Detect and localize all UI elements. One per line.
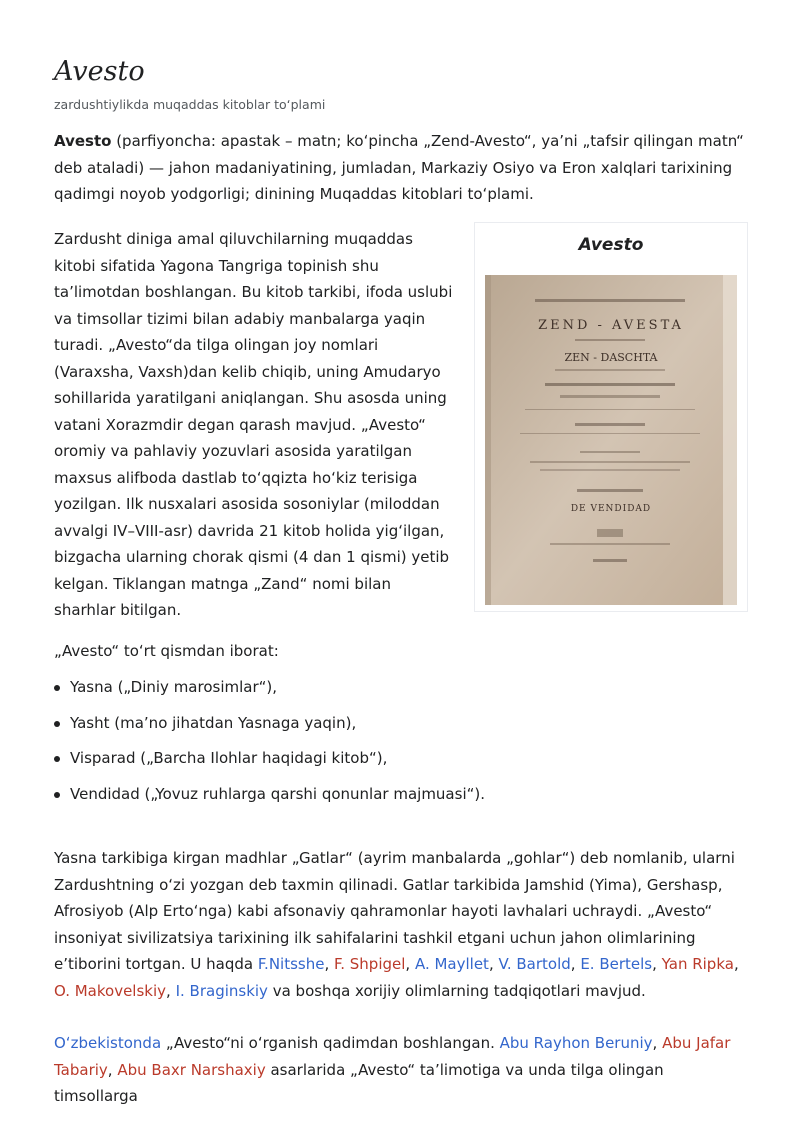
link-ripka[interactable]: Yan Ripka <box>661 955 734 973</box>
separator: , <box>488 955 499 973</box>
book-line-2: ZEN - DASCHTA <box>564 351 658 364</box>
separator: , <box>166 981 176 1000</box>
body-text: „Avesto“ni oʻrganish qadimdan boshlangan. <box>161 1034 500 1052</box>
book-cover-svg <box>485 275 737 605</box>
link-bertels[interactable]: E. Bertels <box>580 955 653 973</box>
list-item: Vendidad („Yovuz ruhlarga qarshi qonunlar majmuasi“). <box>54 781 485 817</box>
parts-intro: „Avesto“ toʻrt qismdan iborat: <box>54 642 279 660</box>
link-beruniy[interactable]: Abu Rayhon Beruniy <box>499 1034 653 1052</box>
link-bartold[interactable]: V. Bartold <box>498 955 571 973</box>
separator: , <box>570 955 581 973</box>
link-tabariy[interactable]: Abu Jafar Tabariy <box>54 1034 731 1079</box>
book-cover-image[interactable] <box>485 275 737 605</box>
link-makovelskiy[interactable]: O. Makovelskiy <box>54 981 167 1000</box>
lead-text: (parfiyoncha: apastak – matn; koʻpincha „Zend-Avesto“, yaʼni „tafsir qilingan matn“ deb ataladi) — jahon madaniyatining, jumladan, Markaziy Osiyo va Eron xalqlari tarixining qadimgi noyob yodgorligi; dinining Muqaddas kitoblari toʻplami. <box>54 132 744 203</box>
body-paragraph-1: Zardusht diniga amal qiluvchilarning muqaddas kitobi sifatida Yagona Tangriga topinish shu taʼlimotdan boshlangan. Bu kitob tarkibi, ifoda uslubi va timsollar tizimi bilan adabiy manbalarga yaqin turadi. „Avesto“da tilga olingan joy nomlari (Varaxsha, Vaxsh)dan kelib chiqib, uning Amudaryo sohillarida yaratilgani aniqlangan. Shu asosda uning vatani Xorazmdir degan qarash mavjud. „Avesto“ oromiy va pahlaviy yozuvlari asosida yaratilgan maxsus alifboda dastlab toʻqqizta hoʻkiz terisiga yozilgan. Ilk nusxalari asosida sosoniylar (miloddan avvalgi IV–VIII-asr) davrida 21 kitob holida yigʻilgan, bizgacha ularning chorak qismi (4 dan 1 qismi) yetib kelgan. Tiklangan matnga „Zand“ nomi bilan sharhlar bitilgan. <box>54 230 453 619</box>
link-ozbekistonda[interactable]: Oʻzbekistonda <box>54 1034 162 1052</box>
page-subtitle: zardushtiylikda muqaddas kitoblar toʻplami <box>54 97 326 112</box>
separator: , <box>733 955 739 973</box>
separator: , <box>652 1034 663 1052</box>
lead-term: Avesto <box>54 132 112 150</box>
body-paragraph-3 <box>54 1030 746 1110</box>
link-braginskiy[interactable]: I. Braginskiy <box>175 981 268 1000</box>
separator: , <box>107 1060 118 1079</box>
body-text: va boshqa xorijiy olimlarning tadqiqotlari mavjud. <box>267 981 646 1000</box>
page-title: Avesto <box>54 56 145 87</box>
separator: , <box>652 955 662 973</box>
body-paragraph-2 <box>54 845 746 1004</box>
separator: , <box>324 955 335 973</box>
infobox-title: Avesto <box>578 235 644 255</box>
parts-list <box>54 674 485 816</box>
lead-paragraph <box>54 128 746 208</box>
book-line-1: ZEND - AVESTA <box>538 318 684 333</box>
body-text: Yasna tarkibiga kirgan madhlar „Gatlar“ (ayrim manbalarda „gohlar“) deb nomlanib, ularni Zardushtning oʻzi yozgan deb taxmin qilinadi. Gatlar tarkibida Jamshid (Yima), Gershasp, Afrosiyob (Alp Ertoʻnga) kabi afsonaviy qahramonlar hayoti lavhalari uchraydi. „Avesto“ insoniyat sivilizatsiya tarixining ilk sahifalarini tashkil etgani uchun jahon olimlarining eʼtiborini tortgan. U haqda <box>54 849 735 973</box>
list-item: Yasht (maʼno jihatdan Yasnaga yaqin), <box>54 710 485 746</box>
list-item: Visparad („Barcha Ilohlar haqidagi kitob“), <box>54 745 485 781</box>
infobox <box>474 222 748 612</box>
link-narshaxiy[interactable]: Abu Baxr Narshaxiy <box>117 1060 266 1079</box>
link-nitsshe[interactable]: F.Nitsshe <box>257 955 325 973</box>
link-mayllet[interactable]: A. Mayllet <box>414 955 489 973</box>
separator: , <box>405 955 415 973</box>
book-line-3: DE VENDIDAD <box>570 504 652 514</box>
link-shpigel[interactable]: F. Shpigel <box>334 955 406 973</box>
body-text: asarlarida „Avesto“ taʼlimotiga va unda tilga olingan timsollarga <box>54 1060 664 1105</box>
list-item: Yasna („Diniy marosimlar“), <box>54 674 485 710</box>
